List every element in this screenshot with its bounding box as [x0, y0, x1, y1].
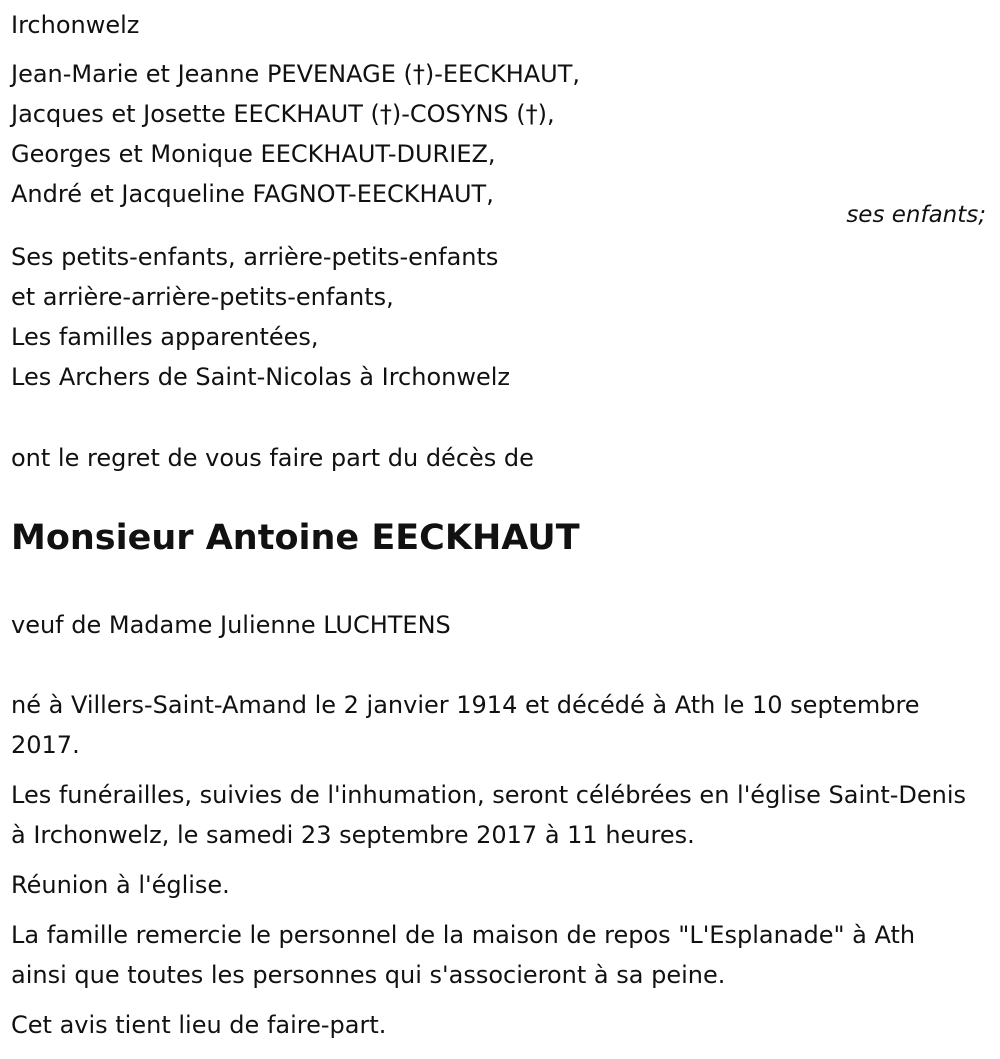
birth-death: né à Villers-Saint-Amand le 2 janvier 1914 et décédé à Ath le 10 septembre 2017.	[11, 691, 920, 759]
family-line-2: et arrière-arrière-petits-enfants,	[11, 283, 394, 311]
children-line-4: André et Jacqueline FAGNOT-EECKHAUT,	[11, 180, 494, 208]
locality: Irchonwelz	[11, 11, 140, 39]
children-label: ses enfants;	[846, 202, 986, 228]
family-line-3: Les familles apparentées,	[11, 323, 319, 351]
family-line-1: Ses petits-enfants, arrière-petits-enfants	[11, 243, 499, 271]
thanks: La famille remercie le personnel de la maison de repos "L'Esplanade" à Ath ainsi que toutes les personnes qui s'associeront à sa peine.	[11, 921, 916, 989]
children-line-2: Jacques et Josette EECKHAUT (†)-COSYNS (†),	[11, 100, 555, 128]
closing: Cet avis tient lieu de faire-part.	[11, 1011, 387, 1039]
funeral-details: Les funérailles, suivies de l'inhumation, seront célébrées en l'église Saint-Denis à Irchonwelz, le samedi 23 septembre 2017 à 11 heures.	[11, 781, 967, 849]
announcement: ont le regret de vous faire part du décès de	[11, 444, 534, 472]
widower-of: veuf de Madame Julienne LUCHTENS	[11, 611, 451, 639]
deceased-name: Monsieur Antoine EECKHAUT	[11, 518, 580, 558]
family-line-4: Les Archers de Saint-Nicolas à Irchonwelz	[11, 363, 511, 391]
meeting-place: Réunion à l'église.	[11, 871, 230, 899]
children-line-3: Georges et Monique EECKHAUT-DURIEZ,	[11, 140, 496, 168]
children-line-1: Jean-Marie et Jeanne PEVENAGE (†)-EECKHAUT,	[11, 60, 581, 88]
